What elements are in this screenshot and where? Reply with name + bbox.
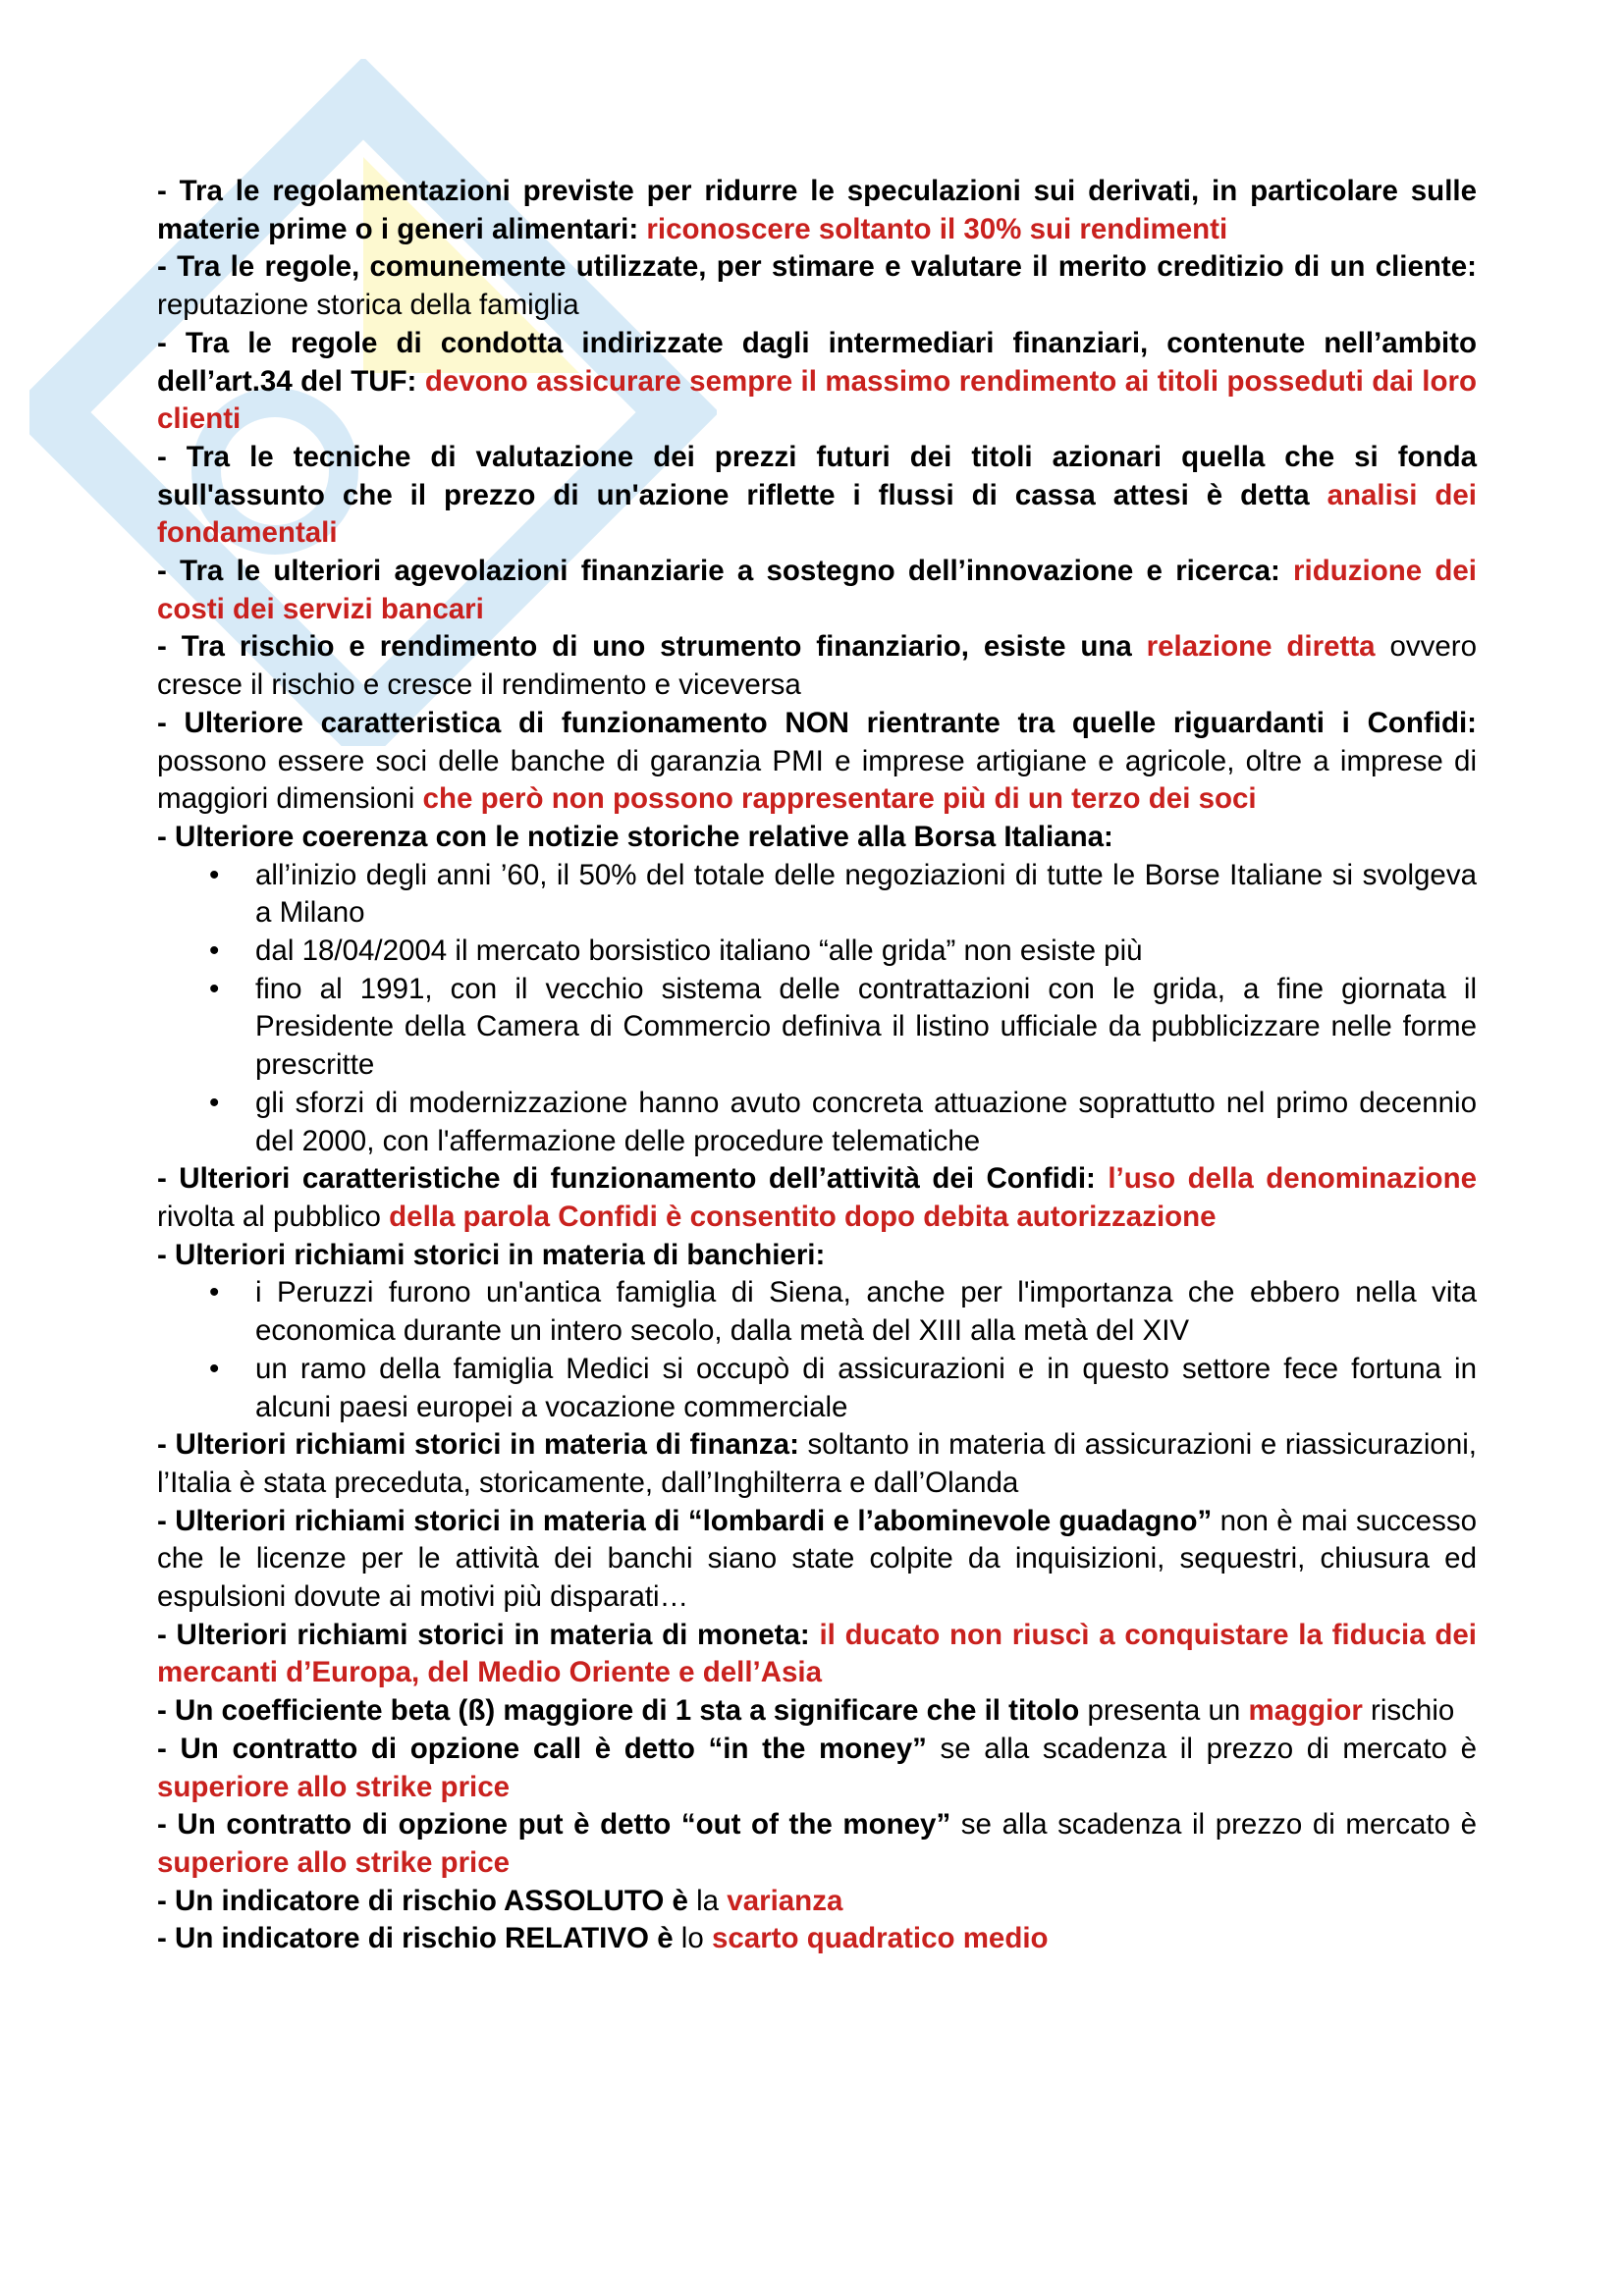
question-item	[157, 1160, 1477, 1236]
question-item	[157, 1237, 1477, 1275]
plain-text: rivolta al pubblico	[157, 1200, 390, 1233]
bullet-list	[157, 1274, 1477, 1426]
highlighted-answer: che però non possono rappresentare più di un terzo dei soci	[422, 782, 1257, 816]
highlighted-answer: devono assicurare sempre il massimo rendimento ai titoli posseduti dai loro clienti	[157, 364, 1477, 436]
highlighted-answer: scarto quadratico medio	[711, 1922, 1049, 1955]
question-item	[157, 819, 1477, 857]
document-body	[157, 173, 1477, 1958]
list-item-text: dal 18/04/2004 il mercato borsistico italiano “alle grida” non esiste più	[255, 934, 1143, 968]
question-item	[157, 1806, 1477, 1882]
bold-text: - Tra rischio e rendimento di uno strumento finanziario, esiste una	[157, 630, 1147, 664]
list-item-text: gli sforzi di modernizzazione hanno avuto concreta attuazione soprattutto nel primo decennio del 2000, con l'affermazione delle procedure telematiche	[255, 1086, 1477, 1157]
bullet-icon: •	[209, 1086, 220, 1119]
list-item	[209, 857, 1477, 933]
bold-text: - Ulteriori caratteristiche di funzionamento dell’attività dei Confidi:	[157, 1162, 1109, 1196]
highlighted-answer: maggior	[1248, 1694, 1363, 1728]
question-item	[157, 173, 1477, 248]
question-item	[157, 1617, 1477, 1692]
highlighted-answer: l’uso della denominazione	[1108, 1162, 1478, 1196]
question-item	[157, 1426, 1477, 1502]
question-item	[157, 1883, 1477, 1921]
question-item	[157, 1692, 1477, 1731]
question-item	[157, 553, 1477, 628]
bold-text: - Tra le regolamentazioni previste per ridurre le speculazioni sui derivati, in particolare sulle materie prime o i generi alimentari:	[157, 175, 1477, 245]
bold-text: - Un indicatore di rischio ASSOLUTO è	[157, 1884, 697, 1917]
highlighted-answer: riconoscere soltanto il 30% sui rendimenti	[646, 212, 1228, 245]
highlighted-answer: il ducato non riuscì a conquistare la fiducia dei mercanti d’Europa, del Medio Oriente e dell’Asia	[157, 1618, 1477, 1689]
list-item-text: fino al 1991, con il vecchio sistema delle contrattazioni con le grida, a fine giornata il Presidente della Camera di Commercio definiva il listino ufficiale da pubblicizzare nelle forme prescritte	[255, 972, 1477, 1082]
bold-text: - Tra le regole di condotta indirizzate dagli intermediari finanziari, contenute nell’ambito dell’art.34 del TUF:	[157, 326, 1477, 398]
question-item	[157, 1731, 1477, 1806]
plain-text: presenta un	[1079, 1694, 1249, 1728]
list-item	[209, 933, 1477, 971]
bold-text: - Ulteriori richiami storici in materia di banchieri:	[157, 1238, 826, 1271]
plain-text: se alla scadenza il prezzo di mercato è	[926, 1732, 1477, 1765]
plain-text: possono essere soci delle banche di garanzia PMI e imprese artigiane e agricole, oltre a imprese di maggiori dimensioni	[157, 744, 1477, 816]
bullet-list	[157, 857, 1477, 1161]
bullet-icon: •	[209, 1352, 220, 1385]
highlighted-answer: superiore allo strike price	[157, 1770, 511, 1803]
bold-text: - Ulteriore caratteristica di funzionamento NON rientrante tra quelle riguardanti i Confidi:	[157, 706, 1477, 739]
question-item	[157, 248, 1477, 324]
bold-text: - Ulteriori richiami storici in materia di “lombardi e l’abominevole guadagno”	[157, 1504, 1213, 1537]
bold-text: - Un coefficiente beta (ß) maggiore di 1 sta a significare che il titolo	[157, 1694, 1080, 1728]
bold-text: - Un contratto di opzione call è detto “in the money”	[157, 1732, 927, 1765]
bold-text: - Ulteriori richiami storici in materia di moneta:	[157, 1618, 820, 1651]
highlighted-answer: relazione diretta	[1146, 630, 1376, 664]
plain-text: se alla scadenza il prezzo di mercato è	[950, 1808, 1477, 1842]
question-item	[157, 1920, 1477, 1958]
list-item	[209, 1085, 1477, 1160]
question-item	[157, 1503, 1477, 1617]
plain-text: ovvero cresce il rischio e cresce il rendimento e viceversa	[157, 630, 1477, 702]
question-item	[157, 705, 1477, 819]
highlighted-answer: superiore allo strike price	[157, 1845, 511, 1879]
bullet-icon: •	[209, 1276, 220, 1309]
list-item-text: i Peruzzi furono un'antica famiglia di Siena, anche per l'importanza che ebbero nella vita economica durante un intero secolo, dalla metà del XIII alla metà del XIV	[255, 1276, 1477, 1348]
list-item-text: un ramo della famiglia Medici si occupò di assicurazioni e in questo settore fece fortuna in alcuni paesi europei a vocazione commerciale	[255, 1352, 1477, 1423]
list-item	[209, 1351, 1477, 1426]
list-item	[209, 971, 1477, 1085]
bold-text: - Un indicatore di rischio RELATIVO è	[157, 1922, 681, 1955]
list-item	[209, 1274, 1477, 1350]
highlighted-answer: riduzione dei costi dei servizi bancari	[157, 555, 1477, 625]
highlighted-answer: della parola Confidi è consentito dopo debita autorizzazione	[389, 1200, 1217, 1233]
plain-text: non è mai successo che le licenze per le attività dei banchi siano state colpite da inquisizioni, sequestri, chiusura ed espulsioni dovute ai motivi più disparati…	[157, 1504, 1477, 1614]
question-item	[157, 628, 1477, 704]
list-item-text: all’inizio degli anni ’60, il 50% del totale delle negoziazioni di tutte le Borse Italiane si svolgeva a Milano	[255, 858, 1477, 930]
plain-text: reputazione storica della famiglia	[157, 289, 579, 322]
bold-text: - Tra le regole, comunemente utilizzate, per stimare e valutare il merito creditizio di un cliente:	[157, 250, 1477, 284]
plain-text: soltanto in materia di assicurazioni e riassicurazioni, l’Italia è stata preceduta, storicamente, dall’Inghilterra e dall’Olanda	[157, 1428, 1477, 1499]
bold-text: - Ulteriore coerenza con le notizie storiche relative alla Borsa Italiana:	[157, 820, 1113, 853]
bullet-icon: •	[209, 858, 220, 891]
plain-text: lo	[680, 1922, 712, 1955]
bullet-icon: •	[209, 972, 220, 1005]
bullet-icon: •	[209, 934, 220, 968]
plain-text: rischio	[1362, 1694, 1455, 1728]
bold-text: - Ulteriori richiami storici in materia di finanza:	[157, 1428, 808, 1462]
question-item	[157, 439, 1477, 553]
highlighted-answer: analisi dei fondamentali	[157, 478, 1477, 550]
question-item	[157, 325, 1477, 439]
plain-text: la	[696, 1884, 728, 1917]
bold-text: - Un contratto di opzione put è detto “out of the money”	[157, 1808, 951, 1842]
bold-text: - Tra le ulteriori agevolazioni finanziarie a sostegno dell’innovazione e ricerca:	[157, 555, 1294, 588]
bold-text: - Tra le tecniche di valutazione dei prezzi futuri dei titoli azionari quella che si fonda sull'assunto che il prezzo di un'azione riflette i flussi di cassa attesi è detta	[157, 440, 1477, 511]
highlighted-answer: varianza	[727, 1884, 843, 1917]
